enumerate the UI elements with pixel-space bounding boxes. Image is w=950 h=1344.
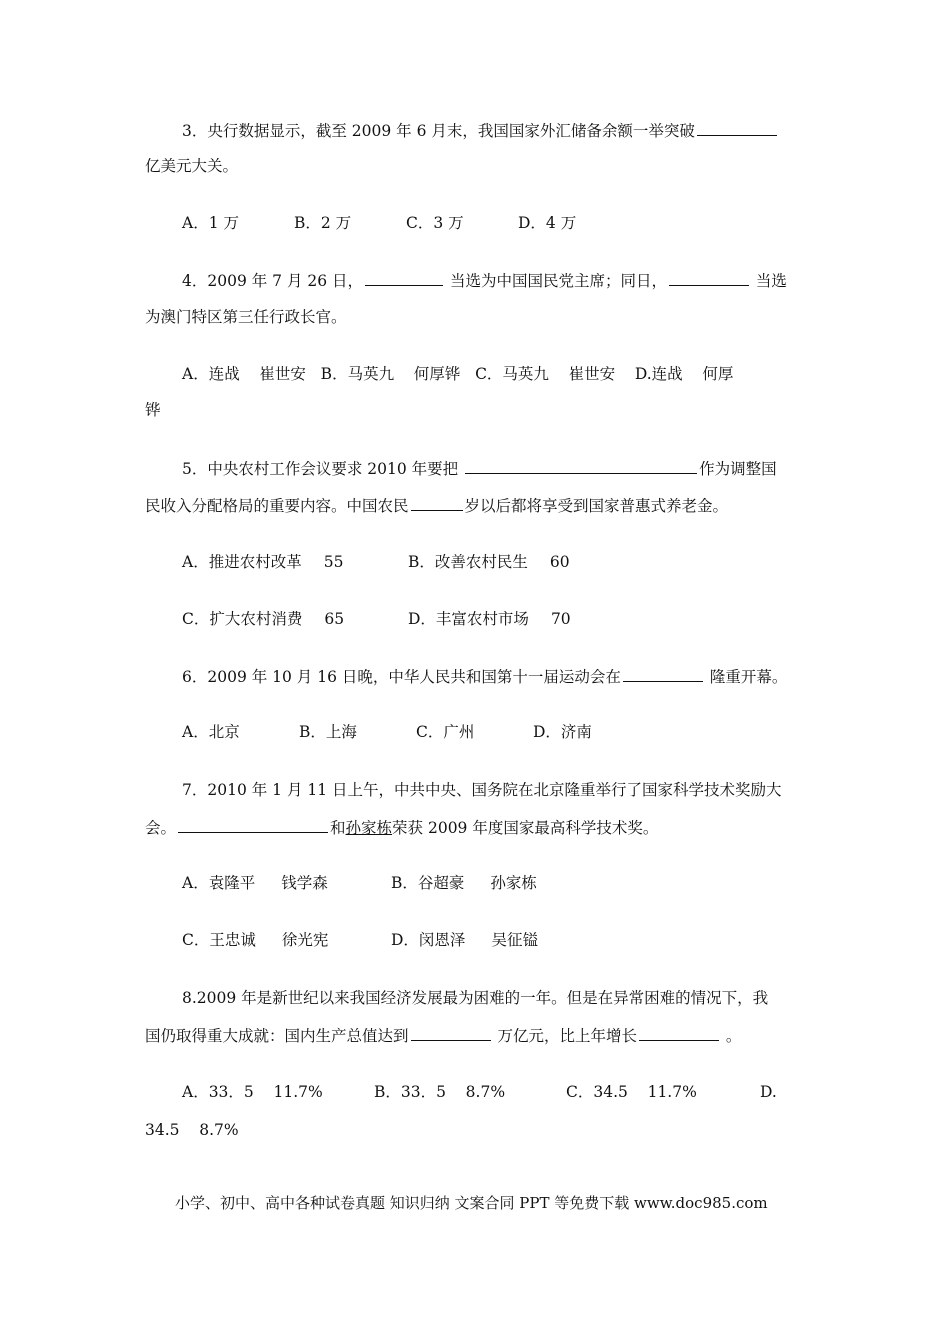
q8-option-c: C．34.5 11.7%: [566, 1083, 697, 1101]
q8-line-1: [182, 988, 768, 1008]
q6-option-c: C．广州: [416, 723, 475, 741]
q7-option-d: [391, 930, 538, 950]
q7-option-b-name: 孙家栋: [490, 874, 537, 892]
q6-option-a: A．北京: [182, 723, 240, 741]
q4-text-end: 当选: [755, 272, 787, 290]
q8-text-cont: 国仍取得重大成就：国内生产总值达到: [145, 1027, 409, 1045]
q7-option-c-name: 徐光宪: [281, 931, 329, 949]
q5-line-2: [145, 495, 728, 516]
q7-option-a-name: 钱学森: [281, 874, 328, 892]
q5-option-a-num: 55: [323, 553, 344, 571]
q7-text-and: 和: [330, 819, 346, 837]
q5-option-b-label: B．改善农村民生: [408, 553, 528, 571]
q3-line-1: [182, 120, 779, 141]
q5-option-b-num: 60: [549, 553, 570, 571]
q7-option-b-label: B．谷超豪: [391, 874, 465, 892]
q7-line-2: [145, 817, 658, 838]
q8-option-d: D.: [760, 1083, 777, 1101]
q5-text-cont: 民收入分配格局的重要内容。中国农民: [145, 497, 409, 515]
q6-option-b: B．上海: [299, 723, 357, 741]
q7-line-1: [182, 780, 782, 800]
q5-blank-1: [465, 458, 697, 474]
q4-blank-1: [365, 270, 443, 286]
q7-option-b: [391, 873, 537, 893]
q8-line-2: [145, 1025, 741, 1046]
q8-text-mid: 万亿元，比上年增长: [497, 1027, 637, 1045]
q4-text-cont: 为澳门特区第三任行政长官。: [145, 308, 347, 326]
q4-line-1: [182, 270, 787, 291]
q6-blank: [623, 666, 703, 682]
q7-name-underlined: 孙家栋: [345, 819, 393, 837]
q5-option-c-num: 65: [324, 610, 345, 628]
q4-options-cont: 铧: [145, 401, 161, 419]
q7-option-c: [182, 930, 328, 950]
q7-blank: [178, 817, 328, 833]
q8-option-d-value: 34.5 8.7%: [145, 1121, 239, 1139]
q4-line-2: [145, 307, 347, 327]
q6-text-end: 隆重开幕。: [709, 668, 788, 686]
q5-option-c-label: C．扩大农村消费: [182, 610, 303, 628]
q3-text: 3．央行数据显示，截至 2009 年 6 月末，我国国家外汇储备余额一举突破: [182, 122, 695, 140]
q6-text: 6．2009 年 10 月 16 日晚，中华人民共和国第十一届运动会在: [182, 668, 621, 686]
q3-line-2: [145, 156, 238, 176]
q8-option-a: A．33．5 11.7%: [182, 1083, 323, 1101]
q5-line-1: [182, 458, 777, 479]
q5-text: 5．中央农村工作会议要求 2010 年要把: [182, 460, 459, 478]
q5-text-cont-2: 岁以后都将享受到国家普惠式养老金。: [464, 497, 729, 515]
q7-text-cont: 会。: [145, 819, 177, 837]
footer-promo-text: 小学、初中、高中各种试卷真题 知识归纳 文案合同 PPT 等免费下载 www.doc985.com: [175, 1194, 768, 1212]
q5-option-d-num: 70: [550, 610, 571, 628]
q4-blank-2: [669, 270, 749, 286]
q5-option-c: [182, 609, 344, 629]
q5-option-a: [182, 552, 343, 572]
q5-option-d: [408, 609, 571, 629]
q3-option-c: C．3 万: [406, 214, 464, 232]
q4-text-mid: 当选为中国国民党主席；同日，: [449, 272, 667, 290]
q8-text: 8.2009 年是新世纪以来我国经济发展最为困难的一年。但是在异常困难的情况下，我: [182, 989, 769, 1007]
q8-text-end: 。: [725, 1027, 742, 1045]
q8-blank-1: [411, 1025, 491, 1041]
q3-option-b: B．2 万: [294, 214, 352, 232]
q7-option-a: [182, 873, 328, 893]
q7-option-d-label: D．闵恩泽: [391, 931, 466, 949]
q3-text-cont: 亿美元大关。: [145, 157, 239, 175]
q3-blank: [697, 120, 777, 136]
q4-text: 4．2009 年 7 月 26 日，: [182, 272, 364, 290]
q4-options: A．连战 崔世安 B．马英九 何厚铧 C．马英九 崔世安 D.连战 何厚: [182, 365, 734, 383]
q7-text-end: 荣获 2009 年度国家最高科学技术奖。: [392, 819, 659, 837]
q3-option-d: D．4 万: [518, 214, 577, 232]
q7-option-a-label: A．袁隆平: [182, 874, 256, 892]
q6-option-d: D．济南: [533, 723, 592, 741]
q5-option-a-label: A．推进农村改革: [182, 553, 302, 571]
q5-blank-2: [411, 495, 463, 511]
q8-blank-2: [639, 1025, 719, 1041]
q7-text: 7．2010 年 1 月 11 日上午，中共中央、国务院在北京隆重举行了国家科学技术奖励大: [182, 781, 782, 799]
q3-option-a: A．1 万: [182, 214, 239, 232]
q7-option-d-name: 吴征镒: [491, 931, 538, 949]
q5-option-b: [408, 552, 570, 572]
q6-line-1: [182, 666, 787, 687]
q8-option-b: B．33．5 8.7%: [374, 1083, 506, 1101]
q5-option-d-label: D．丰富农村市场: [408, 610, 529, 628]
q7-option-c-label: C．王忠诚: [182, 931, 256, 949]
q5-text-end: 作为调整国: [699, 460, 777, 478]
